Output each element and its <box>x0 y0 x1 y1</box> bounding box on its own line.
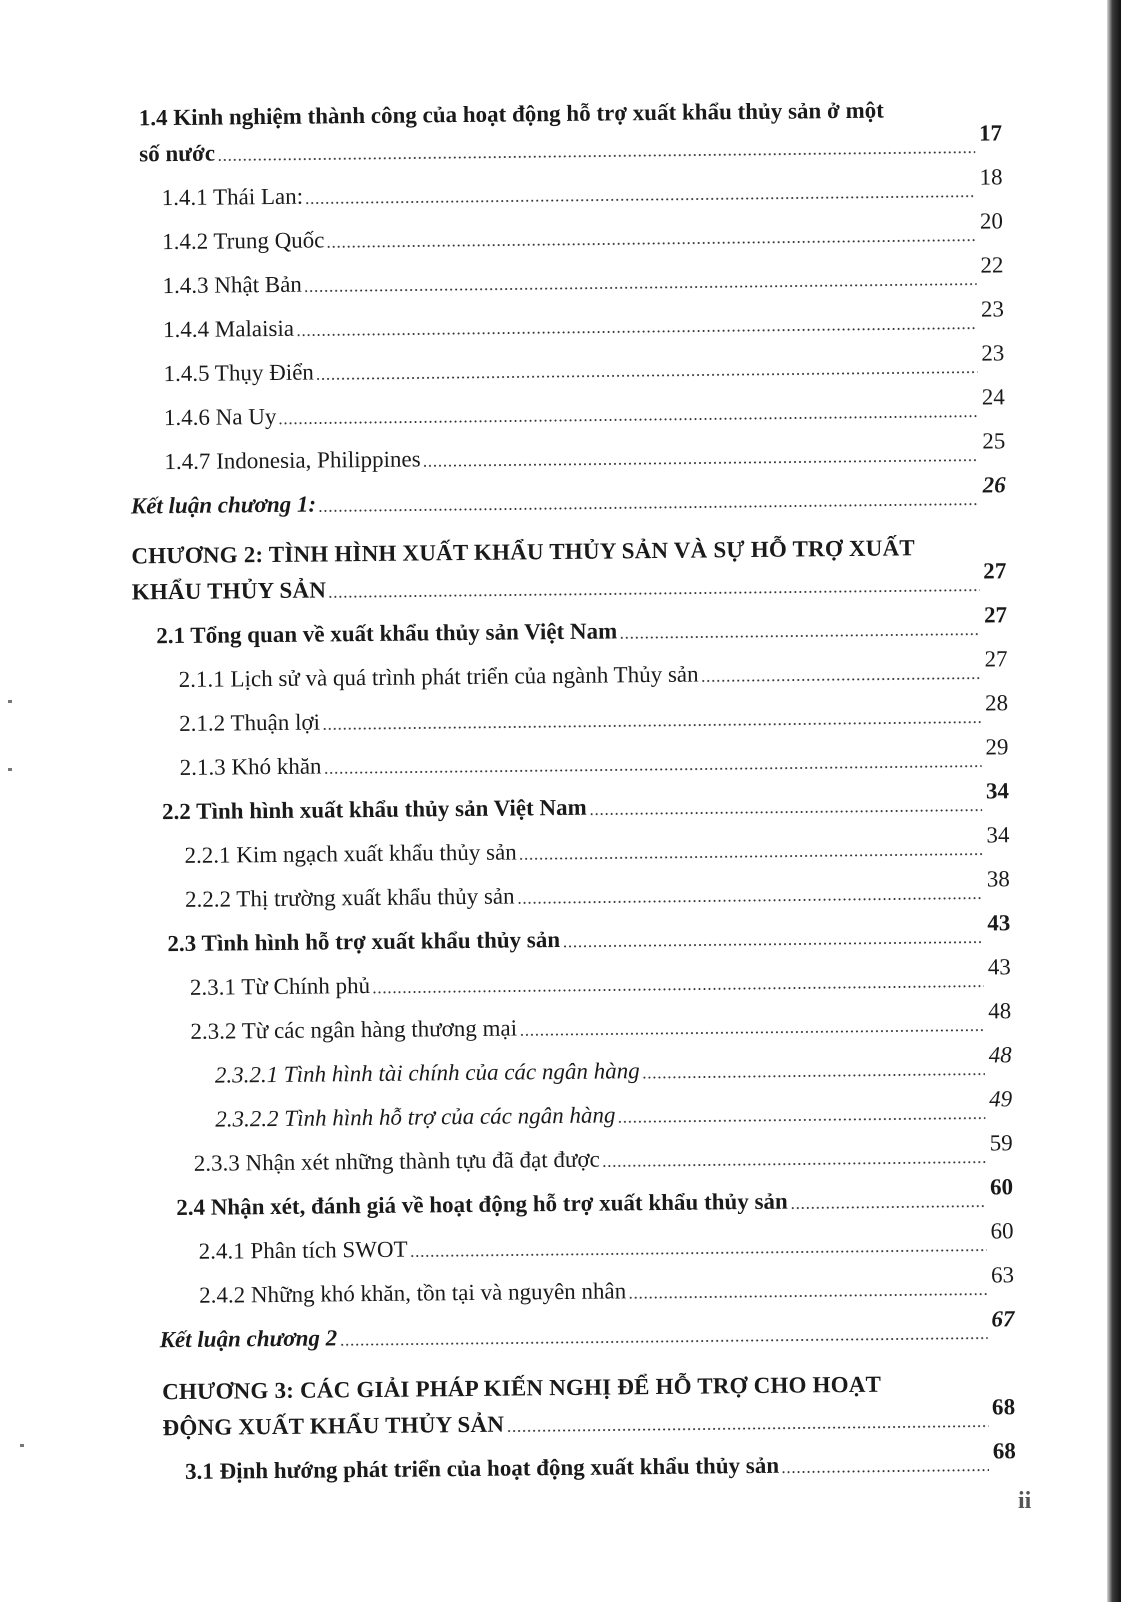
toc-entry[interactable] <box>130 472 1006 520</box>
toc-entry[interactable] <box>162 1394 1016 1442</box>
toc-entry-title: 1.4.1 Thái Lan: <box>161 183 304 211</box>
dot-leader <box>790 1205 986 1210</box>
dot-leader <box>304 283 977 293</box>
toc-entry[interactable] <box>162 252 1004 300</box>
toc-entry[interactable] <box>214 1042 1012 1089</box>
dot-leader <box>506 1425 988 1433</box>
toc-entry[interactable] <box>163 384 1005 432</box>
toc-entry-page: 67 <box>991 1306 1015 1332</box>
toc-entry-page: 63 <box>990 1262 1015 1288</box>
toc-entry-title: 1.4.2 Trung Quốc <box>162 227 325 255</box>
toc-entry[interactable] <box>161 164 1003 212</box>
toc-entry-page: 34 <box>985 778 1010 804</box>
toc-entry-title: 2.2 Tình hình xuất khẩu thủy sản Việt Nam <box>161 794 587 825</box>
toc-entry-title: Kết luận chương 2 <box>159 1325 338 1353</box>
dot-leader <box>410 1249 987 1258</box>
toc-entry-title: 1.4.3 Nhật Bản <box>162 271 302 299</box>
toc-entry-page: 48 <box>988 1042 1012 1068</box>
toc-entry-title: 2.3.2.1 Tình hình tài chính của các ngân hàng <box>214 1058 640 1088</box>
toc-entry-title: 2.4 Nhận xét, đánh giá về hoạt động hỗ trợ xuất khẩu thủy sản <box>176 1188 788 1221</box>
toc-entry-page: 24 <box>981 384 1005 410</box>
toc-entry[interactable] <box>167 910 1011 958</box>
toc-entry-title: 2.4.1 Phân tích SWOT <box>198 1236 408 1264</box>
toc-entry[interactable] <box>163 340 1005 388</box>
toc-entry-title: 2.3.3 Nhận xét những thành tựu đã đạt được <box>193 1146 600 1176</box>
toc-entry[interactable] <box>161 778 1010 826</box>
toc-entry-page: 48 <box>988 998 1012 1024</box>
dot-leader <box>628 1293 987 1300</box>
toc-entry-title: KHẨU THỦY SẢN <box>131 577 327 605</box>
toc-entry-page: 23 <box>981 340 1005 366</box>
toc-entry-title: 2.3 Tình hình hỗ trợ xuất khẩu thủy sản <box>167 927 561 957</box>
toc-entry-page: 29 <box>985 734 1009 760</box>
toc-entry-title: 2.3.2.2 Tình hình hỗ trợ của các ngân hàng <box>215 1102 616 1132</box>
toc-entry-title: ĐỘNG XUẤT KHẨU THỦY SẢN <box>162 1411 505 1441</box>
dot-leader <box>602 1161 986 1168</box>
toc-entry-title: số nước <box>139 140 216 167</box>
toc-entry-title: 2.2.1 Kim ngạch xuất khẩu thủy sản <box>184 839 517 868</box>
dot-leader <box>217 151 975 162</box>
dot-leader <box>322 721 981 731</box>
toc-entry-page: 60 <box>989 1174 1014 1200</box>
dot-leader <box>296 327 977 337</box>
toc-entry-page: 38 <box>986 866 1010 892</box>
toc-entry[interactable] <box>190 998 1012 1046</box>
toc-entry-page: 20 <box>979 208 1004 234</box>
dot-leader <box>318 503 979 513</box>
toc-entry-title: 1.4.5 Thụy Điển <box>163 359 314 387</box>
toc-entry[interactable] <box>131 558 1007 606</box>
toc-entry[interactable] <box>162 208 1004 256</box>
toc-entry-title: 1.4.6 Na Uy <box>163 403 277 431</box>
toc-entry[interactable] <box>184 866 1010 914</box>
dot-leader <box>701 677 981 683</box>
toc-entry-title: 2.3.2 Từ các ngân hàng thương mại <box>190 1015 518 1044</box>
toc-entry[interactable] <box>184 822 1010 870</box>
toc-entry-page: 18 <box>979 164 1003 190</box>
toc-entry-page: 43 <box>987 954 1011 980</box>
dot-leader <box>517 897 983 905</box>
dot-leader <box>781 1469 989 1474</box>
toc-entry-page: 43 <box>987 910 1011 936</box>
toc-entry[interactable] <box>164 428 1006 476</box>
toc-entry[interactable] <box>193 1130 1013 1178</box>
dot-leader <box>519 1029 984 1037</box>
toc-entry-page: 49 <box>989 1086 1013 1112</box>
dot-leader <box>423 459 979 468</box>
toc-entry-line1: CHƯƠNG 3: CÁC GIẢI PHÁP KIẾN NGHỊ ĐỂ HỖ TRỢ CHO HOẠT <box>162 1371 882 1405</box>
toc-entry-title: 2.1.1 Lịch sử và quá trình phát triển của ngành Thủy sản <box>178 661 699 692</box>
toc-entry[interactable] <box>179 690 1009 738</box>
toc-entry-line1: 1.4 Kinh nghiệm thành công của hoạt động hỗ trợ xuất khẩu thủy sản ở một <box>138 97 884 131</box>
dot-leader <box>619 633 980 640</box>
toc-entry[interactable] <box>162 296 1005 344</box>
toc-entry-title: 2.3.1 Từ Chính phủ <box>189 973 371 1000</box>
dot-leader <box>562 941 983 948</box>
toc-entry[interactable] <box>215 1086 1013 1133</box>
toc-entry-title: 1.4.7 Indonesia, Philippines <box>164 446 421 475</box>
toc-entry[interactable] <box>199 1262 1015 1310</box>
toc-entry-title: 2.4.2 Những khó khăn, tồn tại và nguyên nhân <box>199 1278 627 1308</box>
dot-leader <box>326 239 976 249</box>
dot-leader <box>617 1117 985 1124</box>
toc-entry-title: 2.1 Tổng quan về xuất khẩu thủy sản Việt Nam <box>156 618 618 649</box>
toc-entry[interactable] <box>178 646 1008 694</box>
toc-entry-page: 17 <box>978 120 1003 146</box>
toc-entry-line1: CHƯƠNG 2: TÌNH HÌNH XUẤT KHẨU THỦY SẢN VÀ SỰ HỖ TRỢ XUẤT <box>131 535 916 569</box>
toc-entry[interactable] <box>176 1174 1014 1222</box>
toc-entry-page: 23 <box>980 296 1005 322</box>
toc-entry[interactable] <box>198 1218 1014 1266</box>
toc-entry-page: 60 <box>990 1218 1014 1244</box>
dot-leader <box>316 371 978 381</box>
toc-entry[interactable] <box>179 734 1009 782</box>
dot-leader <box>305 195 976 205</box>
toc-entry-title: 2.1.3 Khó khăn <box>179 753 322 780</box>
toc-entry-page: 27 <box>983 558 1007 584</box>
toc-entry[interactable] <box>184 1438 1016 1486</box>
toc-entry-title: 1.4.4 Malaisia <box>162 315 295 343</box>
toc-entry-page: 68 <box>992 1438 1016 1464</box>
dot-leader <box>642 1073 985 1080</box>
toc-entry-page: 68 <box>991 1394 1016 1420</box>
page-number: ii <box>1018 1488 1032 1514</box>
toc-entry-page: 22 <box>980 252 1004 278</box>
toc-entry-page: 27 <box>984 646 1008 672</box>
dot-leader <box>589 809 982 816</box>
dot-leader <box>324 765 982 775</box>
toc-entry[interactable] <box>139 120 1003 168</box>
dot-leader <box>328 589 979 599</box>
toc-entry-page: 28 <box>984 690 1009 716</box>
toc-entry-title: Kết luận chương 1: <box>130 491 317 519</box>
dot-leader <box>278 415 978 425</box>
toc-entry-title: 3.1 Định hướng phát triển của hoạt động xuất khẩu thủy sản <box>184 1452 780 1484</box>
toc-entry-page: 27 <box>983 602 1008 628</box>
toc-entry[interactable] <box>156 602 1008 650</box>
toc-entry-title: 2.1.2 Thuận lợi <box>179 709 321 736</box>
toc-entry-page: 34 <box>986 822 1010 848</box>
toc-entry-page: 59 <box>989 1130 1013 1156</box>
toc-entry-page: 25 <box>982 428 1006 454</box>
dot-leader <box>372 985 984 994</box>
toc-entry[interactable] <box>189 954 1011 1002</box>
toc-entry[interactable] <box>159 1306 1015 1354</box>
toc-entry-title: 2.2.2 Thị trường xuất khẩu thủy sản <box>184 883 515 912</box>
toc-entry-page: 26 <box>982 472 1006 498</box>
dot-leader <box>519 853 983 861</box>
dot-leader <box>339 1337 987 1347</box>
